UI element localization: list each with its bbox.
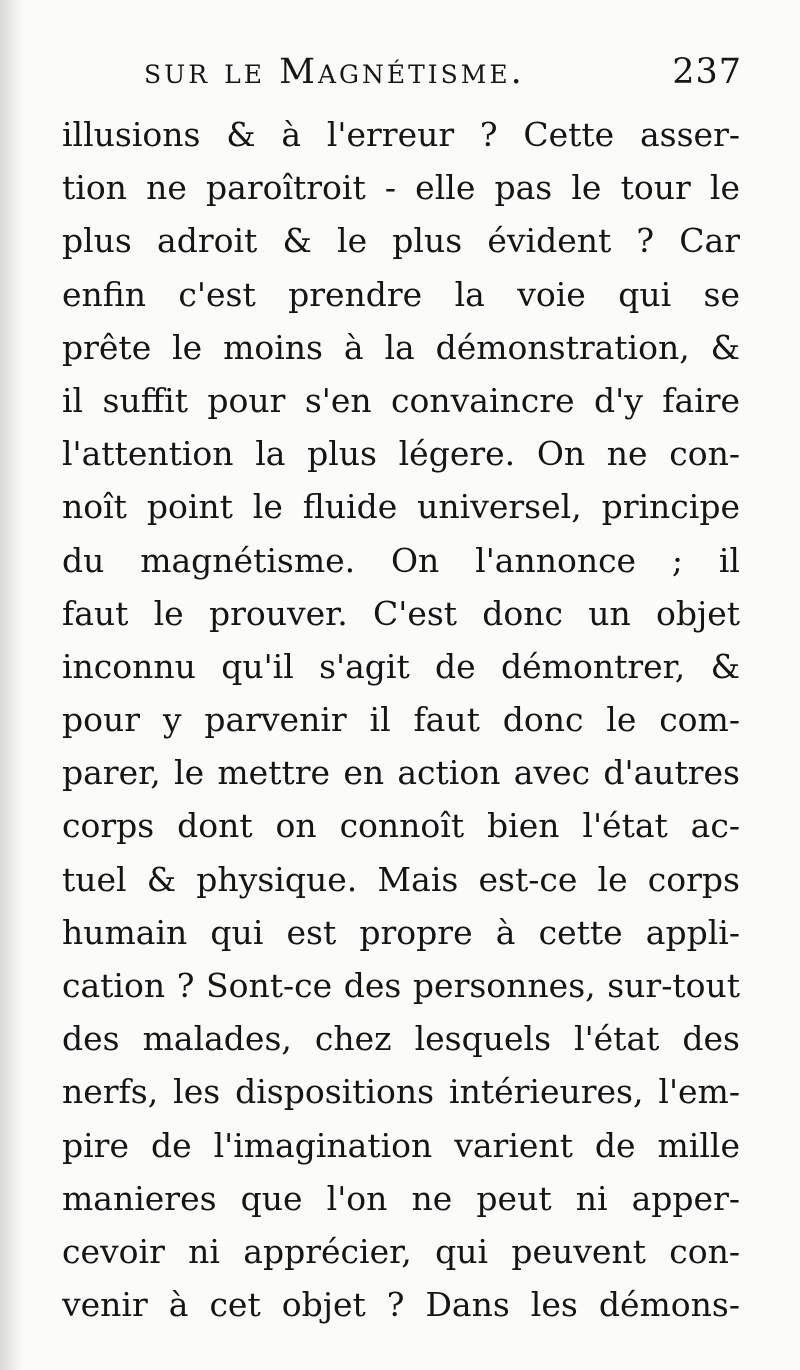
text-line: il suffit pour s'en convaincre d'y faire bbox=[62, 380, 740, 420]
text-line: tion ne paroîtroit - elle pas le tour le bbox=[62, 168, 740, 208]
text-line: faut le prouver. C'est donc un objet bbox=[62, 593, 740, 633]
text-line: noît point le fluide universel, principe bbox=[62, 487, 740, 527]
page-gutter-shadow bbox=[0, 0, 22, 1370]
text-line: cevoir ni apprécier, qui peuvent con- bbox=[62, 1231, 740, 1271]
text-line: manieres que l'on ne peut ni apper- bbox=[62, 1178, 740, 1218]
text-line: parer, le mettre en action avec d'autres bbox=[62, 753, 740, 793]
text-line: pire de l'imagination varient de mille bbox=[62, 1125, 740, 1165]
text-line: plus adroit & le plus évident ? Car bbox=[62, 221, 740, 261]
text-line: venir à cet objet ? Dans les démons- bbox=[62, 1285, 740, 1325]
text-line: des malades, chez lesquels l'état des bbox=[62, 1019, 740, 1059]
text-line: corps dont on connoît bien l'état ac- bbox=[62, 806, 740, 846]
text-line: enfin c'est prendre la voie qui se bbox=[62, 274, 740, 314]
text-line: du magnétisme. On l'annonce ; il bbox=[62, 540, 740, 580]
text-line: cation ? Sont-ce des personnes, sur-tout bbox=[62, 966, 740, 1005]
text-line: l'attention la plus légere. On ne con- bbox=[62, 434, 740, 474]
body-text bbox=[62, 108, 740, 1331]
page-number: 237 bbox=[672, 52, 742, 92]
running-head bbox=[62, 52, 742, 98]
text-line: humain qui est propre à cette appli- bbox=[62, 912, 740, 952]
text-line: pour y parvenir il faut donc le com- bbox=[62, 700, 740, 740]
text-line: illusions & à l'erreur ? Cette asser- bbox=[62, 115, 740, 154]
text-line: nerfs, les dispositions intérieures, l'em- bbox=[62, 1072, 740, 1112]
text-line: prête le moins à la démonstration, & bbox=[62, 327, 740, 367]
text-line: inconnu qu'il s'agit de démontrer, & bbox=[62, 646, 740, 686]
text-line: tuel & physique. Mais est-ce le corps bbox=[62, 859, 740, 899]
running-head-title: sur le Magnétisme. bbox=[144, 52, 525, 92]
